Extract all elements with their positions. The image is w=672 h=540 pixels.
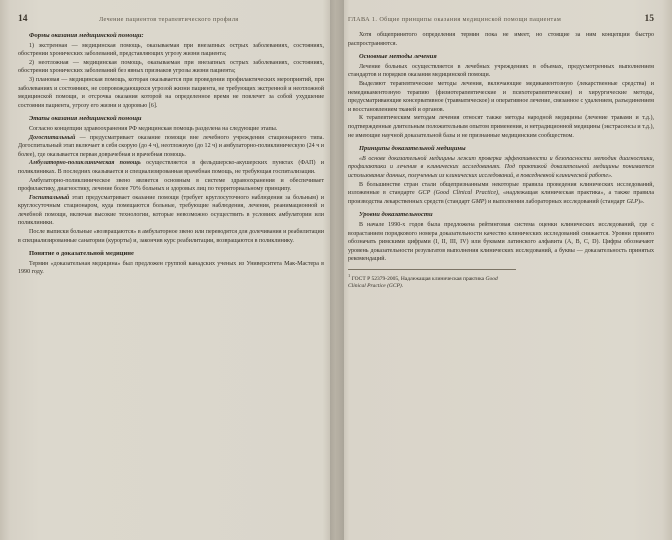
footnote-marker: 1 <box>348 272 351 278</box>
paragraph-outpatient-role: Амбулаторно-поликлиническое звено является основным в системе здравоохранения и обеспечивает профилактику, диагностику, лечение более 70% больных и здоровых лиц по территориальному принципу. <box>18 177 324 193</box>
paragraph-therapeutic-methods: Выделяют терапевтические методы лечения, включающие медикаментозную (лекарственные средства) и немедикаментозную терапию (физиотерапевтические и психотерапевтические) и хирургические методы, предусматривающие консервативное (травматическое) и оперативное лечение, связанное с удалением, разъединением и восстановлением тканей и органов. <box>348 81 654 113</box>
left-text-column <box>18 31 324 277</box>
heading-evidence-based-medicine: Понятие о доказательной медицине <box>29 250 134 258</box>
paragraph-standards-text-3: ) и выполнения лабораторных исследований (стандарт <box>484 198 627 205</box>
standard-gmp: GMP <box>471 198 485 205</box>
standard-glp: GLP <box>626 198 638 205</box>
paragraph-outpatient-text: осуществляется в фельдшерско-акушерских пунктах (ФАП) и поликлиниках. В последних оказывается и специализированная врачебная помощь, не требующая госпитализации. <box>18 160 324 175</box>
paragraph-outpatient <box>18 159 324 176</box>
paragraph-folk-medicine: К терапевтическим методам лечения относят также методы народной медицины (лечение травами и т.д.), подтвержденные длительным положительным опытом применения, и нетрадиционной медицины (экстрасенсы и т.д.), не имеющие научной доказательной базы и не признанные медицинским сообществом. <box>348 115 654 139</box>
right-page-number: 15 <box>644 14 654 24</box>
footnote-standard-name: Good Clinical Practice (GCP) <box>348 275 498 290</box>
right-running-head <box>348 14 654 23</box>
paragraph-standards-text-2: , «надлежащая клиническая практика», а также правила производства лекарственных средств (стандарт <box>348 190 655 205</box>
left-running-title: Лечение пациентов терапевтического профиля <box>98 16 239 23</box>
heading-stages-of-care: Этапы оказания медицинской помощи <box>29 115 142 123</box>
quote-ebm-definition: «В основе доказательной медицины лежит проверка эффективности и безопасности методик диагностики, профилактики и лечения в клинических исследованиях. Под практикой доказательной медицины понимается использование данных, полученных из клинических исследований, в повседневной клинической работе». <box>348 155 654 179</box>
paragraph-term-origin: Термин «доказательная медицина» был предложен группой канадских ученых из Университета Мак-Мастера в 1990 году. <box>18 260 324 276</box>
footnote <box>348 269 516 291</box>
paragraph-concept: Согласно концепции здравоохранения РФ медицинская помощь разделена на следующие этапы. <box>29 126 278 133</box>
heading-main-treatment-methods: Основные методы лечения <box>359 53 437 61</box>
heading-evidence-levels: Уровни доказательности <box>359 211 433 219</box>
paragraph-prehospital <box>18 134 324 160</box>
paragraph-hospital <box>18 194 324 228</box>
footnote-text: ГОСТ Р 52379-2005, Надлежащая клиническая практика <box>350 275 486 282</box>
term-prehospital: Догоспитальный <box>29 134 76 141</box>
paragraph-emergency: 1) экстренная — медицинская помощь, оказываемая при внезапных острых заболеваниях, состояниях, обострении хронических заболеваний, представляющих угрозу жизни пациента; <box>18 42 324 58</box>
paragraph-discharge: После выписки больные «возвращаются» в амбулаторное звено или переводятся для долечивания и реабилитации в специализированные санатории (курорты) и, закончив курс реабилитации, возвращаются в поликлинику. <box>18 229 324 244</box>
paragraph-rating-system: В начале 1990-х годов была предложена рейтинговая система оценки клинических исследований, где с возрастанием порядкового номера доказательности качество клинических исследований снижается. Уровни принято обозначать римскими цифрами (I, II, III, IV) или буквами латинского алфавита (A, B, C, D). Цифры обозначают уровень доказательности результатов выполнения клинических исследований, а буквы — доказательность принятых рекомендаций. <box>348 221 654 263</box>
paragraph-standards-text-4: )». <box>638 198 645 205</box>
paragraph-treatment-institutions: Лечение больных осуществляется в лечебных учреждениях в объемах, предусмотренных выполнением стандартов и порядков оказания медицинской помощи. <box>348 63 654 79</box>
paragraph-standards <box>348 181 654 207</box>
left-page-number: 14 <box>18 14 28 24</box>
paragraph-planned: 3) плановая — медицинская помощь, которая оказывается при проведении профилактических мероприятий, при заболеваниях и состояниях, не сопровождающихся угрозой жизни пациента, не требующих экстренной и неотложной медицинской помощи, и отсрочка оказания которой на определенное время не повлечет за собой ухудшение состояния пациента, угрозу его жизни и здоровью [6]. <box>18 77 324 109</box>
heading-ebm-principles: Принципы доказательной медицины <box>359 145 466 153</box>
standard-gcp: GCP (Good Clinical Practice) <box>418 190 499 197</box>
paragraph-urgent: 2) неотложная — медицинская помощь, оказываемая при внезапных острых заболеваниях, состояниях, обострении хронических заболеваний без явных признаков угрозы жизни пациента; <box>18 59 324 75</box>
term-hospital: Госпитальный <box>29 194 70 201</box>
paragraph-prehospital-text: — предусматривает оказание помощи вне лечебного учреждения стационарного типа. Догоспитальный этап включает в себя скорую (до 4 ч), неотложную (до 12 ч) и амбулаторно-поликлиническую (24 ч и более), где оказывается первая доврачебная и врачебная помощь. <box>18 134 324 158</box>
right-text-column <box>348 31 654 291</box>
paragraph-standards-text-1: В большинстве стран стали общепризнанными некоторые правила проведения клинических исследований, изложенные в стандарте <box>348 181 654 197</box>
term-outpatient: Амбулаторно-поликлиническая помощь <box>29 160 141 167</box>
right-page <box>336 0 672 540</box>
paragraph-hospital-text: этап предусматривает оказание помощи (требует круглосуточного наблюдения за больным) и круглосуточным стационаром, куда помещаются больные, требующие наблюдения, лечения, реанимационной и лечебной помощи, включая высокие технологии, которые невозможно осуществить в условиях амбулатории или поликлиники. <box>18 194 324 227</box>
heading-forms-of-care: Формы оказания медицинской помощи: <box>29 32 144 39</box>
left-running-head <box>18 14 324 23</box>
right-running-title: ГЛАВА 1. Общие принципы оказания медицинской помощи пациентам <box>348 16 562 23</box>
paragraph-term-spread: Хотя общепринятого определения термин пока не имеет, но стоящие за ним концепции быстро распространяются. <box>348 32 654 47</box>
footnote-end: . <box>401 283 404 290</box>
